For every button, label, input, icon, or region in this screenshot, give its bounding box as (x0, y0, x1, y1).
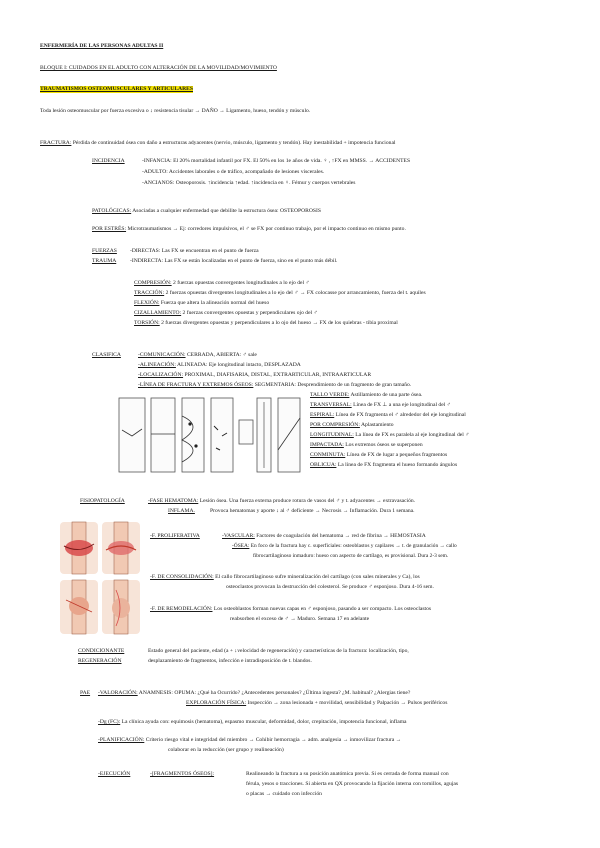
valoracion-text: ANAMNESIS: OPUMA: ¿Qué ha Ocurrido? ¿Antecedentes personales? ¿Última ingesta? ¿M. habitual? ¿Alergias tiene? (138, 690, 411, 696)
fracture-type-longitudinal (310, 432, 469, 439)
consolidacion-label: -F. DE CONSOLIDACIÓN: (150, 574, 214, 580)
mechanism-label: TORSIÓN: (134, 320, 160, 326)
mechanism-text: 2 fuerzas opuestas divergentes longitudinales a lo ejo del ♂ → FX colocasse por arrancamiento, fuerza del t. aquiles (165, 290, 426, 296)
por-estres-label: POR ESTRÉS: (92, 226, 127, 232)
fragment-dot (194, 444, 197, 447)
fisiopatologia-label: FISIOPATOLOGÍA (80, 498, 125, 504)
incidencia-ancianos: -ANCIANOS: Osteoporosis. ↑incidencia ↑edad. ↑incidencia en ♀. Fémur y cuerpos vertebrales (142, 180, 356, 186)
exploracion-line (186, 700, 447, 707)
bone-greenstick (119, 398, 145, 472)
fractura-label: FRACTURA: (40, 140, 72, 146)
fase-hematoma (148, 498, 415, 505)
por-estres-text: Microtraumatismos → Ej: corredores impulsivos, el ♂ se FX por continuo trabajo, por el impacto continuo en mismo punto. (127, 226, 406, 232)
healing-stage-hematoma (60, 522, 98, 574)
clasifica-item-label: -LÍNEA DE FRACTURA Y EXTREMOS ÓSEOS: (138, 382, 254, 388)
fracture-type-label: TRANSVERSAL: (310, 402, 352, 408)
fracture-type-transversal (310, 402, 451, 409)
planificacion-line (98, 737, 401, 744)
fracture-type-conminuta (310, 452, 447, 459)
trauma-text: -INDIRECTA: Las FX se están localizadas en el punto de fuerza, sino en el punto más débil. (130, 258, 338, 264)
mechanism-label: TRACCIÓN: (134, 290, 165, 296)
pae-label: PAE (80, 690, 91, 696)
fracture-type-compresion (310, 422, 394, 429)
condicionante-text: Estado general del paciente, edad (a + ↓velocidad de regeneración) y características de la fractura: localización, tipo, (148, 648, 409, 654)
mechanism-cizallamiento (134, 310, 318, 317)
clasifica-item-label: -ALINEACIÓN: (138, 362, 176, 368)
planificacion-text-continued: colaborar en la reducción (ser grupo y realineación) (168, 747, 284, 753)
intro-text: Toda lesión osteomuscular por fuerza excesiva o ↓ resistencia tisular → DAÑO → Ligamento, hueso, tendón y músculo. (40, 108, 311, 114)
fracture-type-label: CONMINUTA: (310, 452, 346, 458)
bone-compression (211, 398, 233, 472)
fragmentos-oseos-label: -[FRAGMENTOS ÓSEOS]: (150, 771, 215, 777)
fracture-type-text: La línea de FX fragmenta el hueso formando ángulos (337, 462, 458, 468)
ejecucion-text: Realineando la fractura a su posición anatómica previa. Si es cerrada de forma manual con (246, 771, 449, 777)
incidencia-adulto: -ADULTO: Accidentes laborales o de tráfico, acompañado de lesiones viscerales. (142, 169, 325, 175)
fracture-type-label: TALLO VERDE: (310, 392, 350, 398)
incidencia-label: INCIDENCIA (92, 158, 125, 164)
ejecucion-text-2: férula, yesos o tracciones. Si abierta en QX provocando la fijación interna con tornillos, agujas (246, 781, 459, 787)
fractura-definition (40, 140, 396, 147)
clasifica-alineacion (138, 362, 301, 369)
mechanism-flexion (134, 300, 269, 307)
fractura-text: Pérdida de continuidad ósea con daño a estructuras adyacentes (nervio, músculo, ligamento y tendón). Hay inestabilidad + impotencia funcional (72, 140, 396, 146)
bone-healing-illustrations (58, 520, 144, 636)
mechanism-label: COMPRESIÓN: (134, 280, 172, 286)
fracture-type-text: Astillamiento de una parte ósea. (350, 392, 423, 398)
fracture-type-label: LONGITUDINAL: (310, 432, 354, 438)
bone-transverse (151, 398, 175, 472)
clasifica-item-text: SEGMENTARIA: Desprendimiento de un fragmento de gran tamaño. (254, 382, 412, 388)
fase-hematoma-label: -FASE HEMATOMA: (148, 498, 199, 504)
fracture-type-label: OBLICUA: (310, 462, 337, 468)
ejecucion-label: -EJECUCIÓN (98, 771, 131, 777)
osea-label: -ÓSEA: (232, 543, 250, 549)
mechanism-text: 2 fuerzas divergentes opuestas y perpendiculares a lo ojo del hueso → FX de los quiebras - tibia proximal (161, 320, 398, 326)
patologicas-label: PATOLÓGICAS: (92, 208, 132, 214)
fracture-type-impactada (310, 442, 423, 449)
osea-text: En foco de la fractura hay c. superficiales: osteoblastos y capilares → t. de granulación → callo (250, 543, 457, 549)
consolidacion-text: El callo fibrocartilaginoso sufre mineralización del cartílago (con sales minerales y Ca), los (215, 574, 420, 580)
fracture-type-label: IMPACTADA: (310, 442, 344, 448)
fracture-type-tallo-verde (310, 392, 422, 399)
mechanism-torsion (134, 320, 398, 327)
remodelacion-line (150, 606, 431, 613)
planificacion-label: -PLANIFICACIÓN: (98, 737, 145, 743)
mechanism-label: FLEXIÓN: (134, 300, 160, 306)
mechanism-label: CIZALLAMIENTO: (134, 310, 182, 316)
fracture-type-espiral (310, 412, 466, 419)
fracture-type-label: POR COMPRESIÓN: (310, 422, 360, 428)
fracture-type-text: Aplastamiento (360, 422, 394, 428)
clasifica-item-label: -COMUNICACIÓN: (138, 352, 186, 358)
vascular-line (222, 533, 426, 540)
fracture-type-text: La línea de FX es paralela al eje longitudinal del ♂ (355, 432, 470, 438)
fracture-type-text: Línea de FX fragmenta el ♂ alrededor del eje longitudinal (335, 412, 466, 418)
section-title: TRAUMATISMOS OSTEOMUSCULARES Y ARTICULARES (40, 86, 193, 92)
fuerzas-label: FUERZAS (92, 248, 117, 254)
trauma-label: TRAUMA (92, 258, 117, 264)
dg-label: -Dg (FC): (98, 719, 121, 725)
condicionante-label: CONDICIONANTE (78, 648, 125, 654)
mechanism-traccion (134, 290, 426, 297)
fase-proliferativa-label: -F. PROLIFERATIVA (150, 533, 200, 539)
fracture-type-text: Línea de FX ⊥ a una eje longitudinal del ♂ (353, 402, 451, 408)
clasifica-label: CLASIFICA (92, 352, 121, 358)
fuerzas-text: -DIRECTAS: Las FX se encuentran en el punto de fuerza (130, 248, 259, 254)
exploracion-text: Inspección → zona lesionada + movilidad, sensibilidad y Palpación → Pulsos periféricos (247, 700, 448, 706)
osea-text-continued: fibrocartilaginoso inmaduro: hueso con aspecto de cartílago, es provisional. Dura 2-3 sem. (253, 553, 449, 559)
planificacion-text: Criterio riesgo vital e integridad del miembro → Cohibir hemorragia → adm. analgesia → inmovilizar fractura → (145, 737, 402, 743)
bone-oblique (278, 398, 300, 472)
exploracion-label: EXPLORACIÓN FÍSICA: (186, 700, 247, 706)
fracture-type-label: ESPIRAL: (310, 412, 335, 418)
block-title: BLOQUE I: CUIDADOS EN EL ADULTO CON ALTERACIÓN DE LA MOVILIDAD/MOVIMIENTO (40, 65, 277, 71)
fracture-type-text: Los extremos óseos se superponen (345, 442, 423, 448)
mechanism-text: 2 fuerzas convergentes opuestas y perpendiculares ojo del ♂ (182, 310, 318, 316)
clasifica-item-label: -LOCALIZACIÓN: (138, 372, 184, 378)
vascular-label: -VASCULAR: (222, 533, 255, 539)
incidencia-infancia: -INFANCIA: El 20% mortalidad infantil por FX. El 50% en los 1e años de vida. ♀ , ↑FX en MMSS. → ACCIDENTES (142, 158, 411, 164)
fracture-types-illustration (118, 396, 302, 476)
mechanism-text: Fuerza que altera la alineación normal del hueso (160, 300, 270, 306)
clasifica-comunicacion (138, 352, 257, 359)
osea-line (232, 543, 457, 550)
regeneracion-label: REGENERACIÓN (78, 658, 122, 664)
fragment-dot (188, 422, 191, 425)
clasifica-item-text: CERRADA, ABIERTA: ♂ sale (186, 352, 257, 358)
clasifica-localizacion (138, 372, 371, 379)
consolidacion-line (150, 574, 420, 581)
patologicas-text: Asociadas a cualquier enfermedad que debilite la estructura ósea: OSTEOPOROSIS (132, 208, 321, 214)
mechanism-compresion (134, 280, 310, 287)
clasifica-item-text: ALINEADA: Eje longitudinal intacto, DESPLAZADA (177, 362, 301, 368)
remodelacion-text-continued: reabsorben el exceso de ♂ → Maduro. Semana 17 en adelante (230, 616, 370, 622)
valoracion-label: -VALORACIÓN: (98, 690, 138, 696)
clasifica-item-text: PROXIMAL, DIAFISARIA, DISTAL, EXTRARTICULAR, INTRAARTICULAR (184, 372, 372, 378)
clasifica-linea-fractura (138, 382, 411, 389)
dg-text: La clínica ayuda con: equimosis (hematoma), espasmo muscular, deformidad, dolor, crepitación, impotencia funcional, inflama (121, 719, 407, 725)
mechanism-text: 2 fuerzas opuestas convergentes longitudinales a lo ejo del ♂ (173, 280, 310, 286)
bone-spiral (182, 398, 204, 472)
document-title: ENFERMERÍA DE LAS PERSONAS ADULTAS II (40, 43, 164, 49)
por-estres-line (92, 226, 406, 233)
condicionante-text-continued: desplazamiento de fragmentos, infección e intradisposición de t. blandos. (148, 658, 312, 664)
remodelacion-text: Los osteoblastos forman nuevas capas en ♂ esponjoso, pasando a ser compacto. Los osteoclastos (213, 606, 432, 612)
patologicas-line (92, 208, 321, 215)
healing-stage-granulation (102, 522, 140, 574)
vascular-text: Factores de coagulación del hematoma → red de fibrina → HEMOSTASIA (256, 533, 426, 539)
fracture-type-text: Línea de FX de lugar a pequeños fragmentos (346, 452, 448, 458)
inflama-label: INFLAMA. (168, 508, 195, 514)
ejecucion-text-3: o placas → cuidado con infección (246, 791, 322, 797)
inflama-text: Provoca hematomas y aporte ↓ al ♂ deficiente → Necrosis → Inflamación. Dura 1 semana. (210, 508, 415, 514)
valoracion-line (98, 690, 410, 697)
healing-stage-remodeling (102, 580, 140, 634)
fracture-type-oblicua (310, 462, 457, 469)
remodelacion-label: -F. DE REMODELACIÓN: (150, 606, 213, 612)
bone-longitudinal (239, 420, 253, 444)
consolidacion-text-continued: osteoclastos provocan la destrucción del colesterol. Se produce ♂ esponjoso. Dura 4-16 sem. (226, 584, 434, 590)
healing-stage-callus (60, 580, 98, 634)
fase-hematoma-text: Lesión ósea. Una fuerza externa produce rotura de vasos del ♂ y t. adyacentes → extravasación. (199, 498, 416, 504)
dg-line (98, 719, 407, 726)
